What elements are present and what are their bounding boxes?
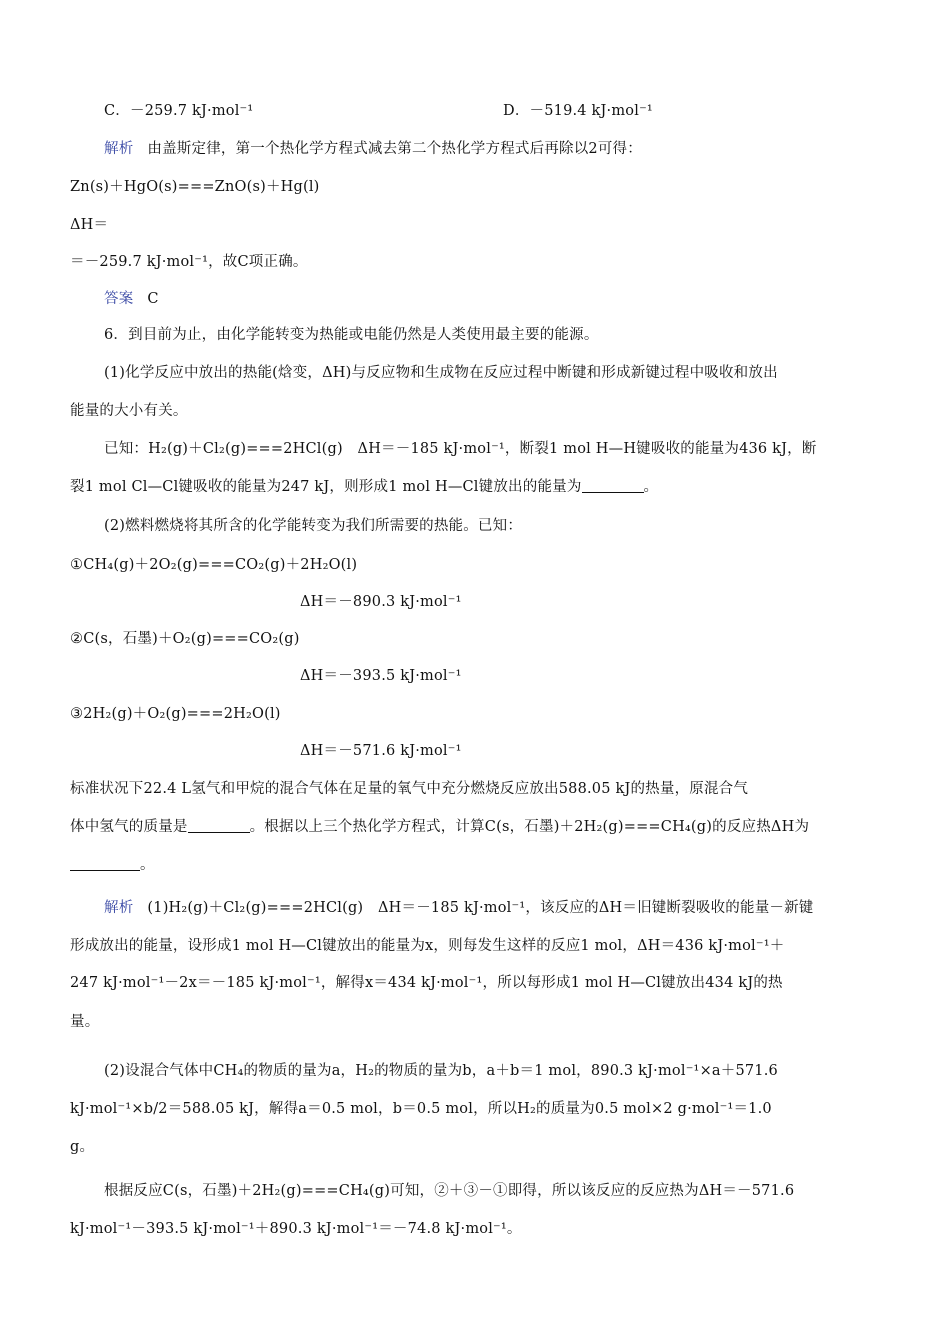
period: 。 bbox=[643, 479, 659, 495]
part-2-line: (2)燃料燃烧将其所含的化学能转变为我们所需要的热能。已知： bbox=[104, 518, 523, 534]
analysis-1-line-1 bbox=[104, 898, 814, 918]
option-c: C．－259.7 kJ·mol⁻¹ bbox=[104, 103, 254, 119]
equation-1: ①CH₄(g)＋2O₂(g)===CO₂(g)＋2H₂O(l) bbox=[70, 557, 358, 573]
equation-zn-hgo: Zn(s)＋HgO(s)===ZnO(s)＋Hg(l) bbox=[70, 179, 320, 195]
analysis-2-line-3: g。 bbox=[70, 1139, 95, 1155]
analysis-label: 解析 bbox=[104, 141, 134, 157]
std-text-a: 体中氢气的质量是 bbox=[70, 819, 188, 835]
answer-line bbox=[104, 289, 159, 309]
delta-h-3: ΔH＝－571.6 kJ·mol⁻¹ bbox=[300, 743, 462, 759]
analysis-2-line-2: kJ·mol⁻¹×b/2＝588.05 kJ，解得a＝0.5 mol，b＝0.5 mol，所以H₂的质量为0.5 mol×2 g·mol⁻¹＝1.0 bbox=[70, 1101, 772, 1117]
equation-2: ②C(s，石墨)＋O₂(g)===CO₂(g) bbox=[70, 631, 300, 647]
standard-condition-line-2 bbox=[70, 817, 809, 837]
analysis-3-line-1: 根据反应C(s，石墨)＋2H₂(g)===CH₄(g)可知，②＋③－①即得，所以该反应的反应热为ΔH＝－571.6 bbox=[104, 1183, 795, 1199]
answer-blank-2[interactable] bbox=[188, 818, 250, 833]
analysis-1-text: (1)H₂(g)＋Cl₂(g)===2HCl(g) ΔH＝－185 kJ·mol⁻¹，该反应的ΔH＝旧键断裂吸收的能量－新键 bbox=[147, 900, 814, 916]
analysis-2-line-1: (2)设混合气体中CH₄的物质的量为a，H₂的物质的量为b，a＋b＝1 mol，890.3 kJ·mol⁻¹×a＋571.6 bbox=[104, 1063, 778, 1079]
known-1-text: 裂1 mol Cl—Cl键吸收的能量为247 kJ，则形成1 mol H—Cl键放出的能量为 bbox=[70, 479, 582, 495]
answer-value: C bbox=[147, 291, 159, 307]
analysis-text: 由盖斯定律，第一个热化学方程式减去第二个热化学方程式后再除以2可得： bbox=[147, 141, 642, 157]
answer-label: 答案 bbox=[104, 291, 134, 307]
known-1-line-1: 已知：H₂(g)＋Cl₂(g)===2HCl(g) ΔH＝－185 kJ·mol⁻¹，断裂1 mol H—H键吸收的能量为436 kJ，断 bbox=[104, 441, 817, 457]
std-text-b: 。根据以上三个热化学方程式，计算C(s，石墨)＋2H₂(g)===CH₄(g)的反应热ΔH为 bbox=[249, 819, 810, 835]
option-d: D．－519.4 kJ·mol⁻¹ bbox=[503, 103, 653, 119]
part-1-line-2: 能量的大小有关。 bbox=[70, 403, 188, 419]
answer-blank-3[interactable] bbox=[70, 856, 140, 871]
delta-h-2: ΔH＝－393.5 kJ·mol⁻¹ bbox=[300, 668, 462, 684]
question-6-stem: 6．到目前为止，由化学能转变为热能或电能仍然是人类使用最主要的能源。 bbox=[104, 327, 599, 343]
analysis-1-line-2: 形成放出的能量，设形成1 mol H—Cl键放出的能量为x，则每发生这样的反应1 mol，ΔH＝436 kJ·mol⁻¹＋ bbox=[70, 938, 785, 954]
answer-blank-1[interactable] bbox=[582, 478, 644, 493]
analysis-1-line-3: 247 kJ·mol⁻¹－2x＝－185 kJ·mol⁻¹，解得x＝434 kJ·mol⁻¹，所以每形成1 mol H—Cl键放出434 kJ的热 bbox=[70, 975, 783, 991]
delta-h-1: ΔH＝－890.3 kJ·mol⁻¹ bbox=[300, 594, 462, 610]
result-line: ＝－259.7 kJ·mol⁻¹，故C项正确。 bbox=[70, 254, 308, 270]
period: 。 bbox=[140, 857, 155, 873]
delta-h-line: ΔH＝ bbox=[70, 217, 109, 233]
part-1-line-1: (1)化学反应中放出的热能(焓变，ΔH)与反应物和生成物在反应过程中断键和形成新键过程中吸收和放出 bbox=[104, 365, 778, 381]
equation-3: ③2H₂(g)＋O₂(g)===2H₂O(l) bbox=[70, 706, 281, 722]
analysis-label: 解析 bbox=[104, 900, 134, 916]
analysis-3-line-2: kJ·mol⁻¹－393.5 kJ·mol⁻¹＋890.3 kJ·mol⁻¹＝－74.8 kJ·mol⁻¹。 bbox=[70, 1221, 522, 1237]
analysis-1-line-4: 量。 bbox=[70, 1014, 100, 1030]
standard-condition-line-3 bbox=[70, 855, 155, 875]
standard-condition-line-1: 标准状况下22.4 L氢气和甲烷的混合气体在足量的氧气中充分燃烧反应放出588.05 kJ的热量，原混合气 bbox=[70, 781, 749, 797]
known-1-line-2 bbox=[70, 477, 658, 497]
analysis-paragraph bbox=[104, 139, 642, 159]
